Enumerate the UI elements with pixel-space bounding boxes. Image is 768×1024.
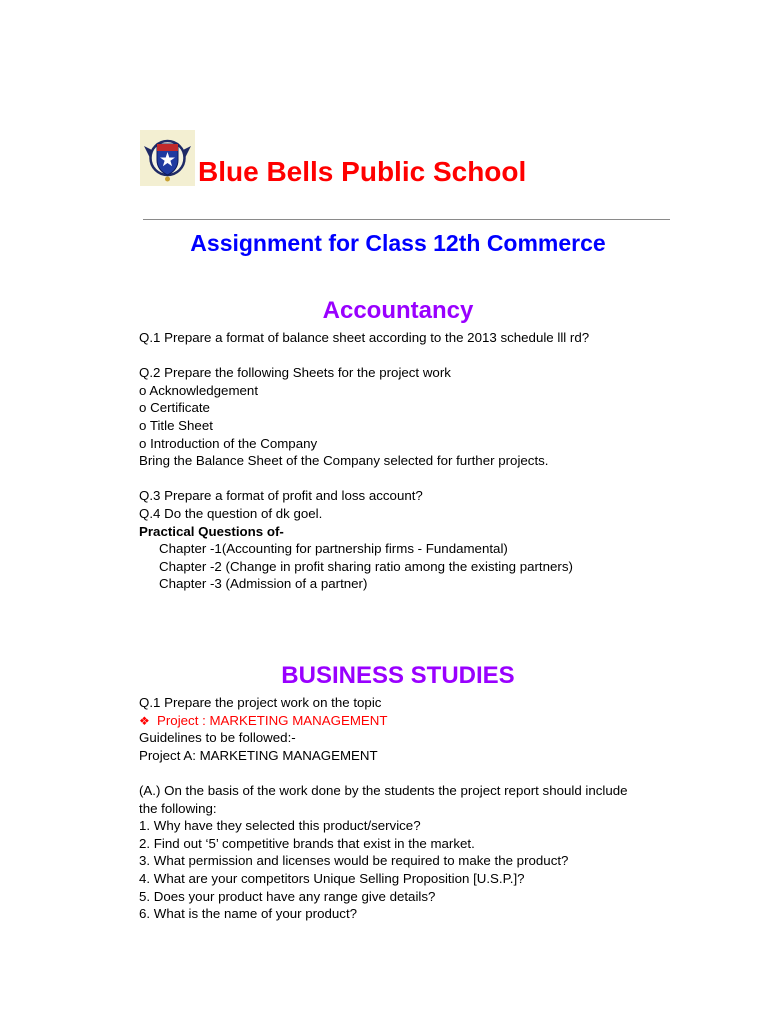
guidelines: Guidelines to be followed:- bbox=[139, 730, 296, 746]
business-studies-section bbox=[139, 694, 699, 923]
list-item: 4. What are your competitors Unique Selling Proposition [U.S.P.]? bbox=[139, 870, 525, 886]
list-item: o Certificate bbox=[139, 400, 210, 416]
practical-heading: Practical Questions of- bbox=[139, 523, 284, 539]
project-line bbox=[139, 712, 699, 730]
diamond-bullet-icon: ❖ bbox=[139, 713, 150, 728]
chapter-item: Chapter -2 (Change in profit sharing ratio among the existing partners) bbox=[159, 558, 573, 574]
list-item: 1. Why have they selected this product/service? bbox=[139, 818, 421, 834]
business-studies-heading: BUSINESS STUDIES bbox=[281, 662, 515, 689]
question-1: Q.1 Prepare the project work on the topic bbox=[139, 695, 382, 710]
list-item: 2. Find out ‘5’ competitive brands that exist in the market. bbox=[139, 835, 475, 851]
list-item: 5. Does your product have any range give details? bbox=[139, 888, 436, 904]
intro-line: (A.) On the basis of the work done by the students the project report should include bbox=[139, 782, 628, 798]
question-2-note: Bring the Balance Sheet of the Company selected for further projects. bbox=[139, 453, 549, 469]
school-crest-icon bbox=[140, 130, 195, 186]
list-item: 3. What permission and licenses would be required to make the product? bbox=[139, 853, 569, 869]
assignment-title: Assignment for Class 12th Commerce bbox=[190, 230, 606, 256]
accountancy-heading: Accountancy bbox=[322, 297, 474, 324]
question-1: Q.1 Prepare a format of balance sheet according to the 2013 schedule lll rd? bbox=[139, 330, 590, 345]
question-4: Q.4 Do the question of dk goel. bbox=[139, 505, 323, 521]
project-text: Project : MARKETING MANAGEMENT bbox=[157, 712, 388, 728]
school-logo bbox=[140, 130, 195, 186]
list-item: o Introduction of the Company bbox=[139, 435, 318, 451]
list-item: o Acknowledgement bbox=[139, 382, 259, 398]
school-name: Blue Bells Public School bbox=[198, 156, 527, 187]
question-3: Q.3 Prepare a format of profit and loss account? bbox=[139, 488, 423, 504]
intro-line: the following: bbox=[139, 800, 217, 816]
accountancy-section bbox=[139, 329, 699, 593]
chapter-item: Chapter -3 (Admission of a partner) bbox=[159, 576, 368, 592]
list-item: o Title Sheet bbox=[139, 417, 213, 433]
list-item: 6. What is the name of your product? bbox=[139, 906, 358, 922]
divider bbox=[143, 219, 670, 220]
question-2: Q.2 Prepare the following Sheets for the project work bbox=[139, 365, 451, 381]
chapter-item: Chapter -1(Accounting for partnership firms - Fundamental) bbox=[159, 541, 508, 557]
project-a: Project A: MARKETING MANAGEMENT bbox=[139, 747, 378, 763]
